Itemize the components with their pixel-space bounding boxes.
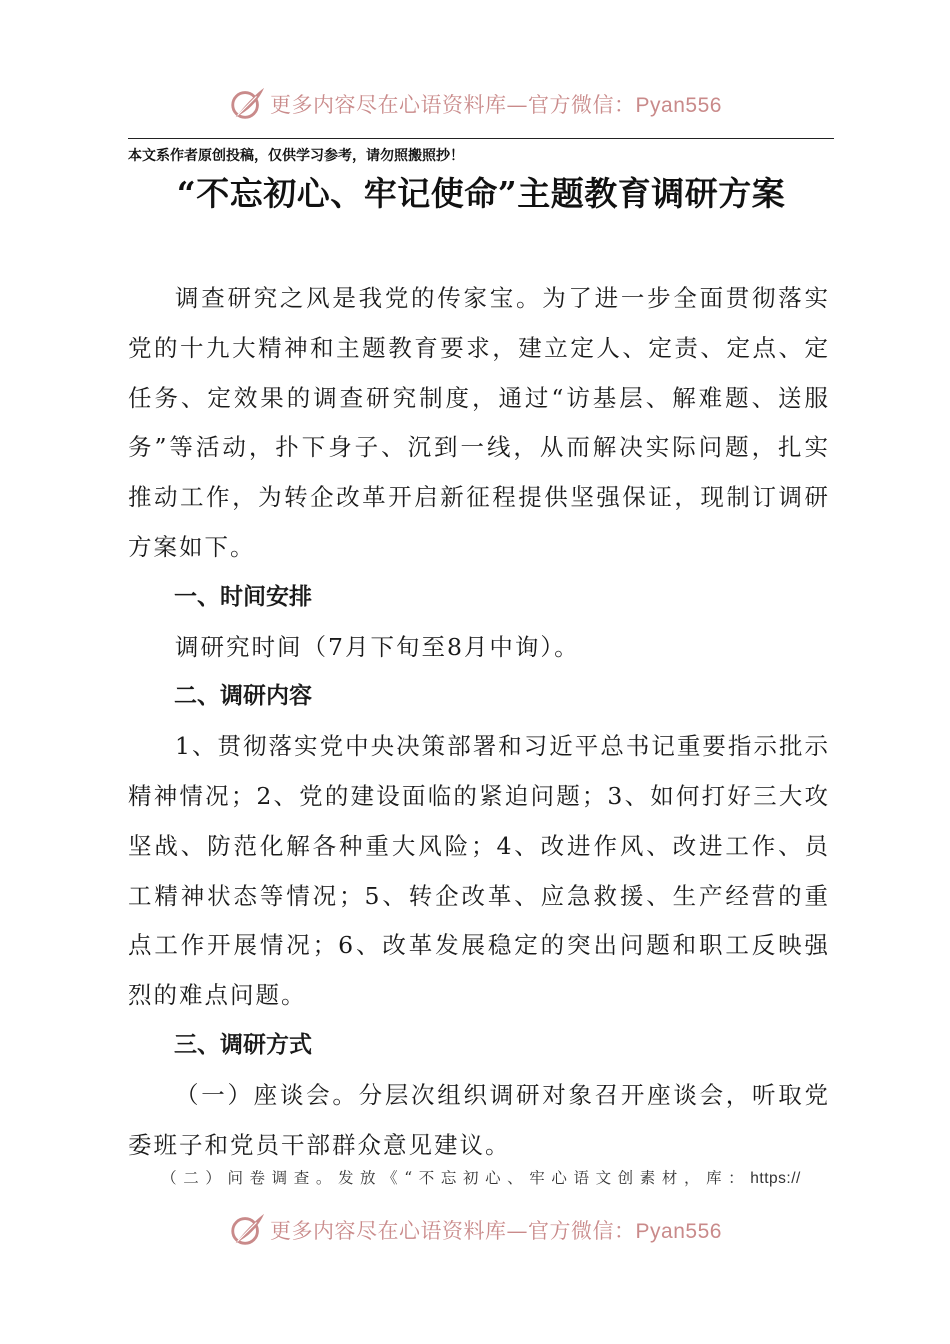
copyright-notice: 本文系作者原创投稿，仅供学习参考，请勿照搬照抄！ bbox=[128, 148, 464, 164]
section-body: （一）座谈会。分层次组织调研对象召开座谈会，听取党委班子和党员干部群众意见建议。 bbox=[128, 1080, 830, 1159]
section-body: 调研究时间（7月下旬至8月中询）。 bbox=[175, 632, 580, 661]
quill-feather-icon bbox=[228, 85, 266, 123]
document-title: “不忘初心、牢记使命”主题教育调研方案 bbox=[176, 174, 786, 213]
section-body: 1、贯彻落实党中央决策部署和习近平总书记重要指示批示精神情况；2、党的建设面临的紧迫问题；3、如何打好三大攻坚战、防范化解各种重大风险；4、改进作风、改进工作、员工精神状态等情况；5、转企改革、应急救援、生产经营的重点工作开展情况；6、改革发展稳定的突出问题和职工反映强烈的难点问题。 bbox=[128, 732, 830, 1010]
section-heading: 二、调研内容 bbox=[174, 683, 312, 710]
watermark-text: 更多内容尽在心语资料库—官方微信：Pyan556 bbox=[270, 1219, 722, 1243]
section-heading: 三、调研方式 bbox=[174, 1031, 312, 1058]
intro-paragraph: 调查研究之风是我党的传家宝。为了进一步全面贯彻落实党的十九大精神和主题教育要求，建立定人、定责、定点、定任务、定效果的调查研究制度，通过“访基层、解难题、送服务”等活动，扑下身子、沉到一线，从而解决实际问题，扎实推动工作，为转企改革开启新征程提供坚强保证，现制订调研方案如下。 bbox=[128, 284, 830, 561]
quill-feather-icon bbox=[228, 1211, 266, 1249]
header-rule bbox=[128, 138, 834, 139]
section-heading: 一、时间安排 bbox=[174, 583, 312, 610]
watermark-text: 更多内容尽在心语资料库—官方微信：Pyan556 bbox=[270, 93, 722, 117]
truncated-line: （二）问卷调查。发放《“不忘初心、牢心语文创素材，库：https:// bbox=[161, 1169, 801, 1187]
document-body bbox=[128, 274, 830, 1170]
url-fragment: https:// bbox=[750, 1170, 801, 1187]
watermark-footer bbox=[0, 1208, 950, 1252]
watermark-header bbox=[0, 82, 950, 126]
